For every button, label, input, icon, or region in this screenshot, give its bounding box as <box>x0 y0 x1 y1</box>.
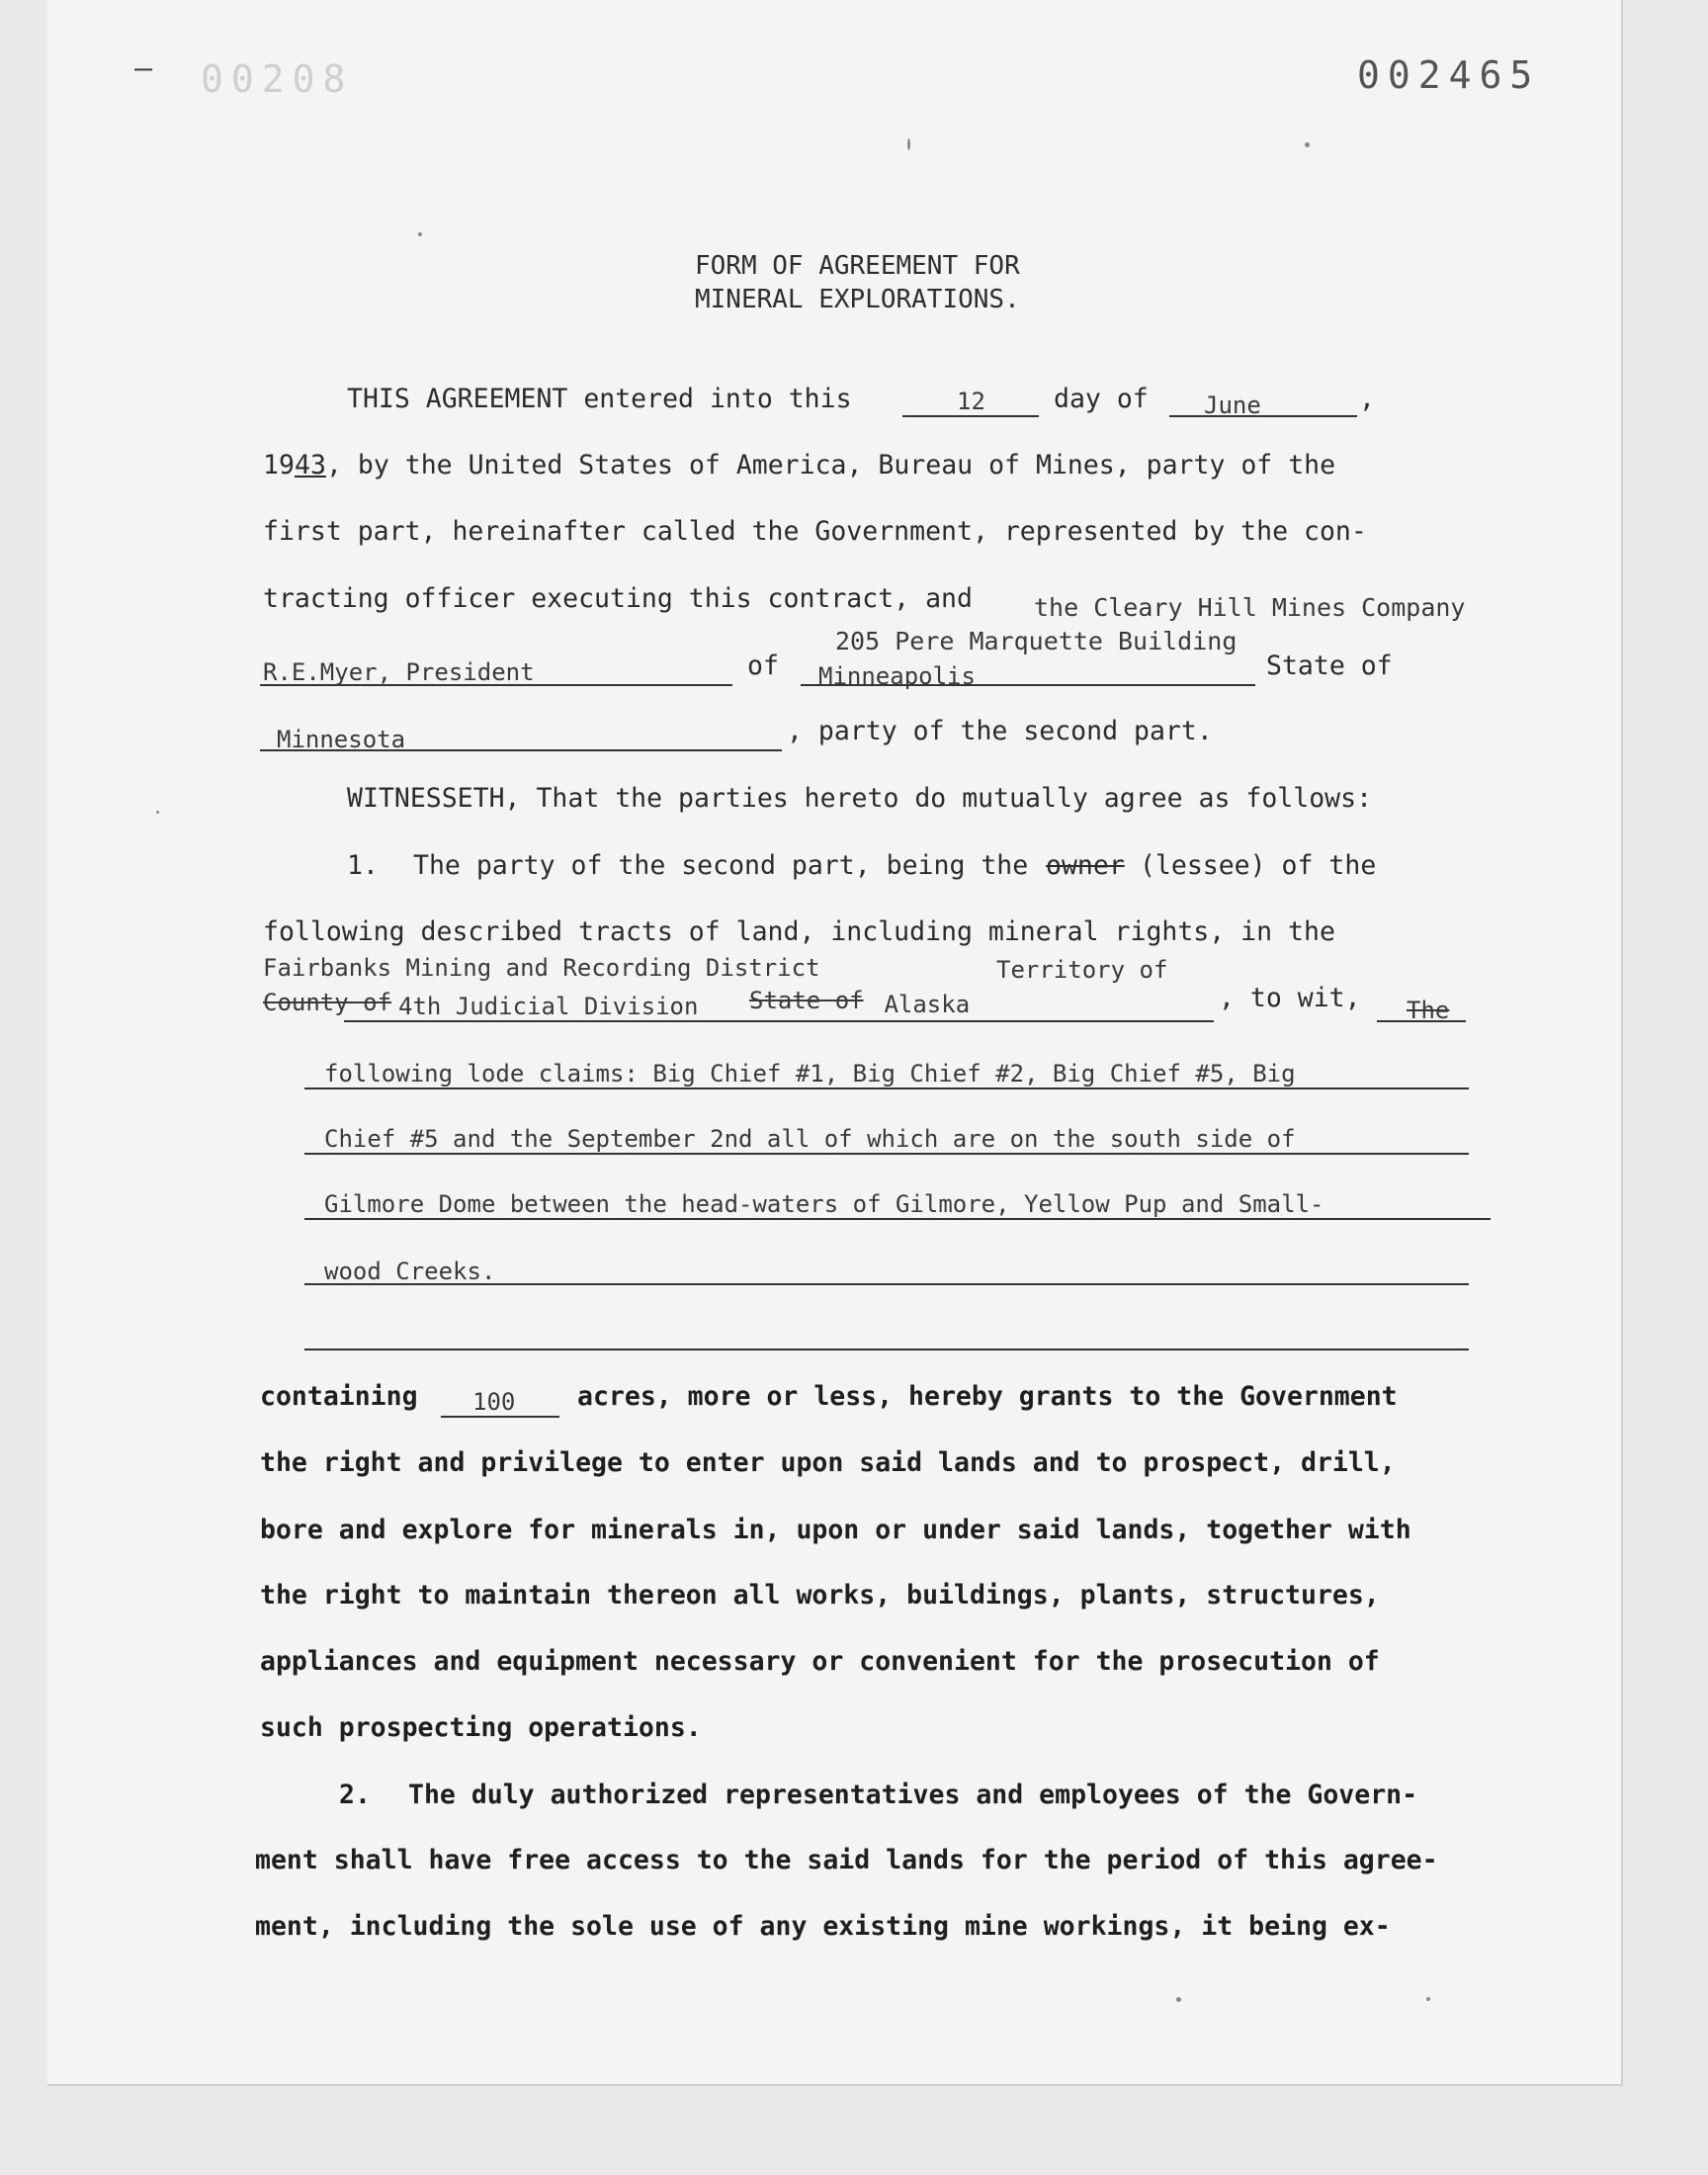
acres-value: 100 <box>472 1388 516 1416</box>
acres-fill-line <box>441 1416 559 1418</box>
month-fill-line <box>1169 415 1357 417</box>
body-line-1: the right and privilege to enter upon said lands and to prospect, drill, <box>260 1447 1396 1478</box>
desc-line-3 <box>304 1218 1491 1220</box>
the-struck: The <box>1407 997 1450 1024</box>
desc-text-2: Chief #5 and the September 2nd all of which are on the south side of <box>324 1125 1296 1153</box>
containing-label: containing <box>260 1381 418 1412</box>
intro-line-1a: THIS AGREEMENT entered into this <box>347 384 852 414</box>
intro-line-5: , party of the second part. <box>787 716 1213 746</box>
district-value: Fairbanks Mining and Recording District <box>263 954 820 982</box>
clause1-number: 1. <box>347 850 379 881</box>
document-number: 002465 <box>1357 53 1541 97</box>
intro-line-2: , by the United States of America, Bureau of Mines, party of the <box>326 450 1336 480</box>
county-struck: County of <box>263 989 392 1016</box>
city-value: Minneapolis <box>818 662 976 690</box>
territory-value: Territory of <box>996 956 1168 984</box>
state-value: Minnesota <box>277 726 406 753</box>
body-line-5: such prospecting operations. <box>260 1712 702 1743</box>
ghost-document-number: 00208 <box>201 57 354 101</box>
corner-mark: — <box>134 51 153 86</box>
address-line: 205 Pere Marquette Building <box>835 627 1238 655</box>
clause2-line1: The duly authorized representatives and employees of the Govern- <box>408 1780 1418 1810</box>
clause1-line1a: The party of the second part, being the <box>413 850 1029 881</box>
to-wit: , to wit, <box>1219 983 1361 1013</box>
containing-rest: acres, more or less, hereby grants to the Government <box>577 1381 1398 1412</box>
desc-line-2 <box>304 1153 1469 1155</box>
day-fill-line <box>902 415 1039 417</box>
struck-owner: owner <box>1046 850 1125 881</box>
document-title <box>695 249 1020 316</box>
officer-value: R.E.Myer, President <box>263 658 535 686</box>
scan-speck <box>1305 142 1310 147</box>
scan-speck <box>156 811 159 814</box>
state-of-label: State of <box>1266 651 1393 681</box>
clause1-line1b: (lessee) of the <box>1124 850 1377 881</box>
body-line-4: appliances and equipment necessary or convenient for the prosecution of <box>260 1646 1380 1677</box>
intro-line-3: first part, hereinafter called the Government, represented by the con- <box>263 516 1367 547</box>
title-line-2: MINERAL EXPLORATIONS. <box>695 285 1020 314</box>
party-name: the Cleary Hill Mines Company <box>1034 593 1466 622</box>
division-value: 4th Judicial Division <box>398 993 699 1020</box>
body-line-2: bore and explore for minerals in, upon or under said lands, together with <box>260 1515 1411 1545</box>
witnesseth: WITNESSETH, That the parties hereto do mutually agree as follows: <box>347 783 1373 814</box>
state-fill-value: Alaska <box>870 991 971 1018</box>
year-value: 43 <box>295 450 326 480</box>
desc-line-1 <box>304 1088 1469 1089</box>
title-line-1: FORM OF AGREEMENT FOR <box>695 251 1020 281</box>
scan-speck <box>907 138 910 150</box>
clause1-line2: following described tracts of land, including mineral rights, in the <box>263 916 1335 947</box>
clause2-line3: ment, including the sole use of any existing mine workings, it being ex- <box>255 1911 1391 1942</box>
clause2-line2: ment shall have free access to the said lands for the period of this agree- <box>255 1845 1438 1875</box>
day-value: 12 <box>957 388 985 415</box>
desc-line-5 <box>304 1348 1469 1350</box>
county-fill-line <box>344 1020 1214 1022</box>
scan-speck <box>1176 1997 1181 2002</box>
state-struck: State of <box>749 987 864 1014</box>
comma: , <box>1359 384 1375 414</box>
intro-line-4: tracting officer executing this contract, and <box>263 583 973 614</box>
desc-text-3: Gilmore Dome between the head-waters of Gilmore, Yellow Pup and Small- <box>324 1190 1324 1218</box>
scan-speck <box>1426 1997 1430 2001</box>
desc-text-1: following lode claims: Big Chief #1, Big Chief #2, Big Chief #5, Big <box>324 1060 1296 1088</box>
intro-line-1b: day of <box>1054 384 1149 414</box>
scan-speck <box>418 232 422 236</box>
document-page <box>47 0 1623 2086</box>
clause2-number: 2. <box>339 1780 371 1810</box>
desc-text-4: wood Creeks. <box>324 1258 496 1285</box>
month-value: June <box>1204 392 1261 419</box>
of-label: of <box>747 651 779 681</box>
body-line-3: the right to maintain thereon all works, buildings, plants, structures, <box>260 1580 1380 1610</box>
year-prefix: 19 <box>263 450 295 480</box>
